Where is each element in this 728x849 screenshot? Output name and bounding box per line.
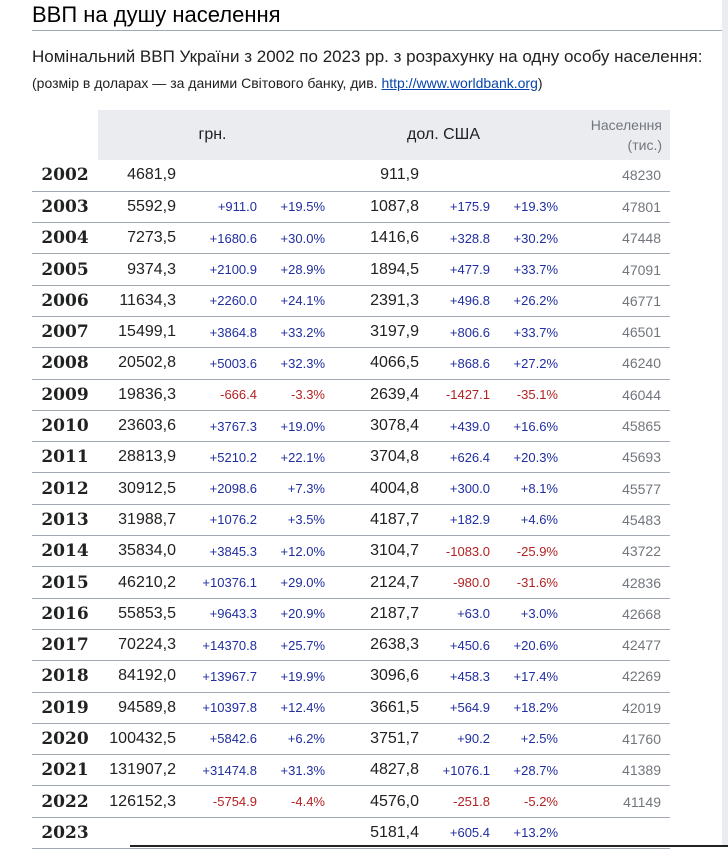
usd-change-abs: +182.9 [421, 504, 492, 535]
population-value: 45483 [560, 504, 670, 535]
usd-value: 3104,7 [327, 536, 421, 567]
table-row [32, 755, 670, 786]
usd-change-pct: +3.0% [492, 598, 560, 629]
table-row [32, 442, 670, 473]
uah-value: 19836,3 [98, 379, 178, 410]
uah-change-pct: +12.4% [259, 692, 327, 723]
table-row [32, 629, 670, 660]
uah-value [98, 817, 178, 848]
table-row [32, 504, 670, 535]
year-cell: 2006 [32, 285, 98, 316]
usd-change-pct: -31.6% [492, 567, 560, 598]
uah-change-pct: +6.2% [259, 723, 327, 754]
population-value: 41760 [560, 723, 670, 754]
table-row [32, 661, 670, 692]
usd-change-pct: +33.7% [492, 254, 560, 285]
usd-change-abs: +90.2 [421, 723, 492, 754]
uah-change-pct: +32.3% [259, 348, 327, 379]
usd-change-pct: +18.2% [492, 692, 560, 723]
usd-value: 2187,7 [327, 598, 421, 629]
table-row [32, 536, 670, 567]
usd-change-pct: +13.2% [492, 817, 560, 848]
header-usd: дол. США [327, 110, 560, 160]
uah-change-pct: +24.1% [259, 285, 327, 316]
usd-change-abs: +806.6 [421, 316, 492, 347]
uah-change-abs: +1680.6 [178, 223, 259, 254]
year-cell: 2009 [32, 379, 98, 410]
uah-change-abs: +14370.8 [178, 629, 259, 660]
usd-change-abs [421, 160, 492, 191]
usd-value: 3197,9 [327, 316, 421, 347]
usd-change-pct: +16.6% [492, 410, 560, 441]
year-cell: 2017 [32, 629, 98, 660]
year-cell: 2013 [32, 504, 98, 535]
usd-change-abs: -1427.1 [421, 379, 492, 410]
uah-change-pct: +30.0% [259, 223, 327, 254]
population-value: 48230 [560, 160, 670, 191]
uah-change-abs: +2100.9 [178, 254, 259, 285]
scrollbar-track[interactable] [722, 0, 728, 847]
year-cell: 2022 [32, 786, 98, 817]
table-row [32, 348, 670, 379]
uah-change-pct: +28.9% [259, 254, 327, 285]
uah-value: 55853,5 [98, 598, 178, 629]
population-value: 41149 [560, 786, 670, 817]
uah-value: 46210,2 [98, 567, 178, 598]
usd-value: 4187,7 [327, 504, 421, 535]
uah-value: 7273,5 [98, 223, 178, 254]
population-value: 42836 [560, 567, 670, 598]
year-cell: 2008 [32, 348, 98, 379]
usd-value: 1087,8 [327, 191, 421, 222]
uah-change-abs [178, 817, 259, 848]
population-value: 43722 [560, 536, 670, 567]
usd-change-abs: +477.9 [421, 254, 492, 285]
uah-change-pct: +31.3% [259, 755, 327, 786]
uah-change-pct: +20.9% [259, 598, 327, 629]
usd-value: 5181,4 [327, 817, 421, 848]
uah-change-pct: -3.3% [259, 379, 327, 410]
uah-value: 11634,3 [98, 285, 178, 316]
population-value: 41389 [560, 755, 670, 786]
usd-change-pct: +17.4% [492, 661, 560, 692]
usd-value: 2639,4 [327, 379, 421, 410]
uah-value: 31988,7 [98, 504, 178, 535]
uah-change-pct: +3.5% [259, 504, 327, 535]
population-value: 42269 [560, 661, 670, 692]
uah-change-abs: +5003.6 [178, 348, 259, 379]
population-value [560, 817, 670, 848]
table-row [32, 410, 670, 441]
usd-change-pct: +4.6% [492, 504, 560, 535]
uah-value: 35834,0 [98, 536, 178, 567]
uah-change-pct: +19.9% [259, 661, 327, 692]
population-value: 45865 [560, 410, 670, 441]
uah-change-pct [259, 160, 327, 191]
table-header-row [32, 110, 670, 160]
usd-change-pct: +19.3% [492, 191, 560, 222]
uah-change-abs: +1076.2 [178, 504, 259, 535]
table-row [32, 786, 670, 817]
intro-text: Номінальний ВВП України з 2002 по 2023 рр. з розрахунку на одну особу населення: [32, 47, 703, 66]
uah-change-abs: -666.4 [178, 379, 259, 410]
usd-change-pct: +33.7% [492, 316, 560, 347]
usd-change-pct: -25.9% [492, 536, 560, 567]
uah-change-pct: +22.1% [259, 442, 327, 473]
year-cell: 2005 [32, 254, 98, 285]
uah-value: 28813,9 [98, 442, 178, 473]
usd-change-pct: +27.2% [492, 348, 560, 379]
source-note-suffix: ) [537, 75, 543, 91]
table-row [32, 379, 670, 410]
usd-value: 4004,8 [327, 473, 421, 504]
year-cell: 2002 [32, 160, 98, 191]
table-row [32, 817, 670, 848]
usd-change-abs: +328.8 [421, 223, 492, 254]
uah-change-abs [178, 160, 259, 191]
year-cell: 2020 [32, 723, 98, 754]
table-row [32, 723, 670, 754]
usd-change-pct: +28.7% [492, 755, 560, 786]
uah-value: 100432,5 [98, 723, 178, 754]
population-value: 46501 [560, 316, 670, 347]
table-row [32, 160, 670, 191]
worldbank-link[interactable]: http://www.worldbank.org [381, 75, 538, 91]
section-divider [32, 30, 722, 31]
uah-change-abs: +3864.8 [178, 316, 259, 347]
usd-change-abs: +439.0 [421, 410, 492, 441]
year-cell: 2023 [32, 817, 98, 848]
uah-value: 23603,6 [98, 410, 178, 441]
usd-change-pct: +8.1% [492, 473, 560, 504]
usd-value: 2638,3 [327, 629, 421, 660]
uah-value: 131907,2 [98, 755, 178, 786]
uah-value: 126152,3 [98, 786, 178, 817]
usd-value: 1416,6 [327, 223, 421, 254]
year-cell: 2003 [32, 191, 98, 222]
table-row [32, 191, 670, 222]
year-cell: 2014 [32, 536, 98, 567]
uah-change-pct: +29.0% [259, 567, 327, 598]
header-year-blank [32, 110, 98, 160]
usd-value: 3078,4 [327, 410, 421, 441]
population-value: 47801 [560, 191, 670, 222]
section-title: ВВП на душу населення [32, 2, 281, 27]
usd-value: 4827,8 [327, 755, 421, 786]
usd-change-abs: +564.9 [421, 692, 492, 723]
table-row [32, 316, 670, 347]
table-row [32, 223, 670, 254]
table-row [32, 254, 670, 285]
table-row [32, 473, 670, 504]
uah-value: 4681,9 [98, 160, 178, 191]
usd-change-pct: +30.2% [492, 223, 560, 254]
usd-change-abs: +626.4 [421, 442, 492, 473]
population-value: 42019 [560, 692, 670, 723]
uah-change-abs: +9643.3 [178, 598, 259, 629]
year-cell: 2004 [32, 223, 98, 254]
usd-change-pct: +20.6% [492, 629, 560, 660]
population-value: 42668 [560, 598, 670, 629]
usd-value: 3096,6 [327, 661, 421, 692]
gdp-table [32, 110, 670, 849]
header-population: Населення (тис.) [560, 110, 670, 160]
uah-change-abs: +31474.8 [178, 755, 259, 786]
usd-value: 4576,0 [327, 786, 421, 817]
uah-change-abs: -5754.9 [178, 786, 259, 817]
usd-change-abs: +496.8 [421, 285, 492, 316]
uah-change-abs: +3767.3 [178, 410, 259, 441]
usd-change-abs: -980.0 [421, 567, 492, 598]
usd-change-abs: +868.6 [421, 348, 492, 379]
uah-value: 84192,0 [98, 661, 178, 692]
usd-value: 2124,7 [327, 567, 421, 598]
usd-value: 3751,7 [327, 723, 421, 754]
uah-value: 94589,8 [98, 692, 178, 723]
source-note [32, 74, 543, 92]
uah-change-abs: +10397.8 [178, 692, 259, 723]
usd-change-abs: +175.9 [421, 191, 492, 222]
uah-change-abs: +3845.3 [178, 536, 259, 567]
uah-change-pct: +19.0% [259, 410, 327, 441]
population-value: 46044 [560, 379, 670, 410]
uah-change-abs: +10376.1 [178, 567, 259, 598]
usd-change-abs: +63.0 [421, 598, 492, 629]
usd-change-abs: -1083.0 [421, 536, 492, 567]
usd-value: 3661,5 [327, 692, 421, 723]
usd-change-pct: -5.2% [492, 786, 560, 817]
population-value: 46240 [560, 348, 670, 379]
population-value: 47091 [560, 254, 670, 285]
table-body [32, 160, 670, 849]
usd-value: 911,9 [327, 160, 421, 191]
uah-change-pct: +25.7% [259, 629, 327, 660]
usd-change-abs: +1076.1 [421, 755, 492, 786]
year-cell: 2007 [32, 316, 98, 347]
uah-value: 30912,5 [98, 473, 178, 504]
usd-change-abs: +450.6 [421, 629, 492, 660]
year-cell: 2011 [32, 442, 98, 473]
population-value: 42477 [560, 629, 670, 660]
uah-change-abs: +2260.0 [178, 285, 259, 316]
uah-change-pct: +12.0% [259, 536, 327, 567]
population-value: 45693 [560, 442, 670, 473]
uah-change-abs: +2098.6 [178, 473, 259, 504]
usd-change-pct: -35.1% [492, 379, 560, 410]
uah-change-pct [259, 817, 327, 848]
header-uah: грн. [98, 110, 327, 160]
uah-change-pct: +7.3% [259, 473, 327, 504]
table-row [32, 692, 670, 723]
uah-change-pct: +33.2% [259, 316, 327, 347]
usd-change-abs: +300.0 [421, 473, 492, 504]
usd-change-abs: -251.8 [421, 786, 492, 817]
year-cell: 2016 [32, 598, 98, 629]
source-note-prefix: (розмір в доларах — за даними Світового банку, див. [32, 75, 382, 91]
uah-value: 70224,3 [98, 629, 178, 660]
table-row [32, 567, 670, 598]
uah-value: 9374,3 [98, 254, 178, 285]
usd-change-pct [492, 160, 560, 191]
uah-change-abs: +5842.6 [178, 723, 259, 754]
usd-change-pct: +20.3% [492, 442, 560, 473]
usd-value: 3704,8 [327, 442, 421, 473]
uah-change-abs: +911.0 [178, 191, 259, 222]
uah-value: 20502,8 [98, 348, 178, 379]
year-cell: 2021 [32, 755, 98, 786]
year-cell: 2012 [32, 473, 98, 504]
usd-value: 2391,3 [327, 285, 421, 316]
usd-change-abs: +458.3 [421, 661, 492, 692]
uah-change-pct: +19.5% [259, 191, 327, 222]
table-row [32, 285, 670, 316]
uah-change-pct: -4.4% [259, 786, 327, 817]
usd-value: 1894,5 [327, 254, 421, 285]
population-value: 45577 [560, 473, 670, 504]
table-row [32, 598, 670, 629]
uah-change-abs: +13967.7 [178, 661, 259, 692]
year-cell: 2019 [32, 692, 98, 723]
uah-value: 5592,9 [98, 191, 178, 222]
usd-change-abs: +605.4 [421, 817, 492, 848]
population-value: 46771 [560, 285, 670, 316]
uah-change-abs: +5210.2 [178, 442, 259, 473]
usd-value: 4066,5 [327, 348, 421, 379]
year-cell: 2015 [32, 567, 98, 598]
year-cell: 2010 [32, 410, 98, 441]
usd-change-pct: +2.5% [492, 723, 560, 754]
usd-change-pct: +26.2% [492, 285, 560, 316]
uah-value: 15499,1 [98, 316, 178, 347]
population-value: 47448 [560, 223, 670, 254]
year-cell: 2018 [32, 661, 98, 692]
